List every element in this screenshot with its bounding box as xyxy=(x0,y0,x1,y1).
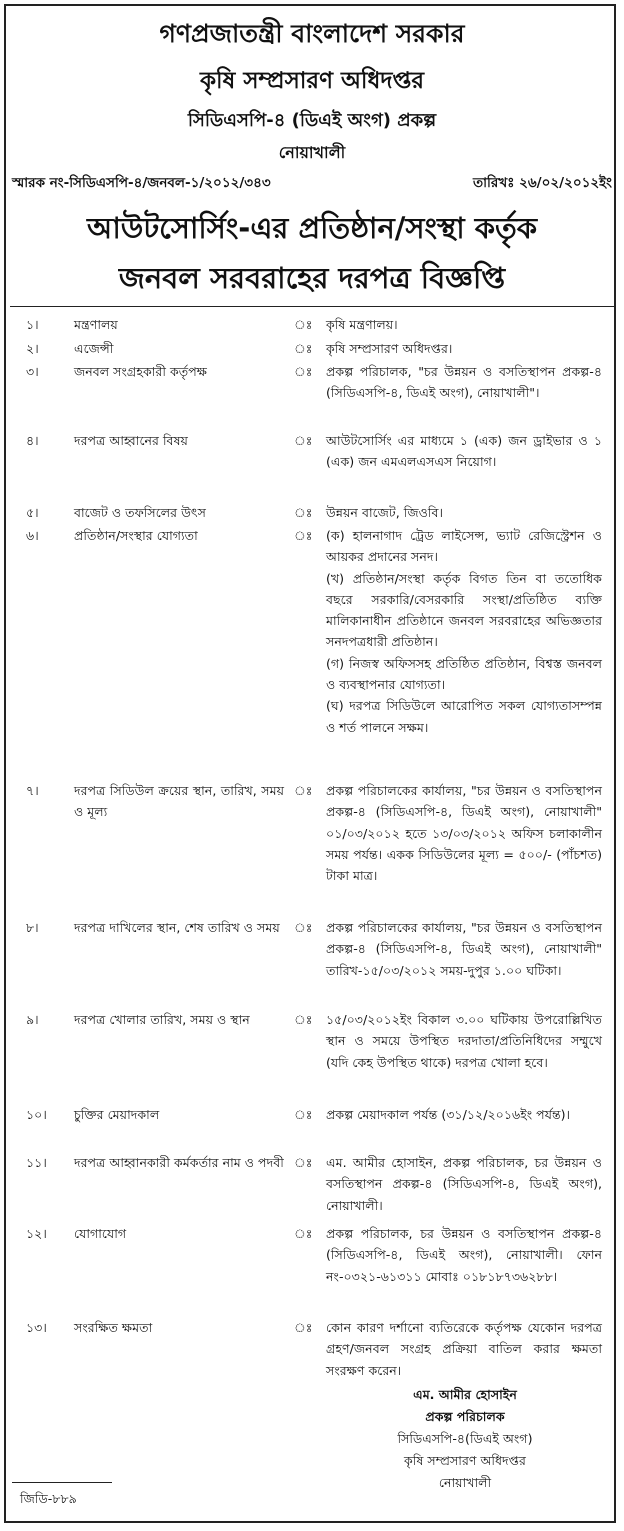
item-value xyxy=(326,314,602,335)
item-value xyxy=(326,502,602,523)
notice-title-line2: জনবল সরবরাহের দরপত্র বিজ্ঞপ্তি xyxy=(118,261,506,295)
memo-date: তারিখঃ ২৬/০২/২০১২ইং xyxy=(473,175,612,191)
notice-title-line1: আউটসোর্সিং-এর প্রতিষ্ঠান/সংস্থা কর্তৃক xyxy=(86,211,538,245)
item-value-text: আউটসোর্সিং এর মাধ্যমে ১ (এক) জন ড্রাইভার ও ১ (এক) জন এমএলএসএস নিয়োগ। xyxy=(326,433,602,470)
item-value-text: কৃষি সম্প্রসারণ অধিদপ্তর। xyxy=(326,341,453,356)
item-colon: ঃ xyxy=(294,433,313,448)
signatory-name: এম. আমীর হোসাইন xyxy=(413,1387,517,1402)
item-value xyxy=(326,430,602,473)
header-government: গণপ্রজাতন্ত্রী বাংলাদেশ সরকার xyxy=(159,19,465,48)
signatory-project: সিডিএসপি-৪(ডিএই অংগ) xyxy=(397,1431,533,1446)
item-value xyxy=(326,1009,602,1073)
item-colon: ঃ xyxy=(294,1012,313,1027)
item-colon: ঃ xyxy=(294,1226,313,1241)
item-value-text: উন্নয়ন বাজেট, জিওবি। xyxy=(326,505,444,520)
item-number: ৩। xyxy=(26,364,39,379)
item-number: ১৩। xyxy=(26,1320,47,1335)
item-value xyxy=(326,1152,602,1216)
item-label: এজেন্সী xyxy=(74,341,114,356)
item-label: প্রতিষ্ঠান/সংস্থার যোগ্যতা xyxy=(74,528,198,543)
item-colon: ঃ xyxy=(294,364,313,379)
item-number: ৯। xyxy=(26,1012,39,1027)
item-value xyxy=(326,361,602,404)
item-value-text: প্রকল্প পরিচালক, চর উন্নয়ন ও বসতিস্থাপন প্রকল্প-৪ (সিডিএসপি-৪, ডিএই অংগ), নোয়াখালী। ফোন নং-০৩২১-৬১৩১১ মোবাঃ ০১৮১৮৭৩৬২৮৮। xyxy=(326,1226,602,1284)
title-divider xyxy=(10,306,614,307)
item-value-text: প্রকল্প পরিচালকের কার্যালয়, "চর উন্নয়ন ও বসতিস্থাপন প্রকল্প-৪ (সিডিএসপি-৪, ডিএই অংগ), নোয়াখালী" ০১/০৩/২০১২ হতে ১৩/০৩/২০১২ অফিস চলাকালীন সময় পর্যন্ত। একক সিডিউলের মূল্য = ৫০০/- (পাঁচশত) টাকা মাত্র। xyxy=(326,783,602,884)
item-value-text: এম. আমীর হোসাইন, প্রকল্প পরিচালক, চর উন্নয়ন ও বসতিস্থাপন প্রকল্প-৪ (সিডিএসপি-৪, ডিএই অংগ), নোয়াখালী। xyxy=(326,1155,602,1213)
signatory-department: কৃষি সম্প্রসারণ অধিদপ্তর xyxy=(404,1453,526,1468)
gd-divider xyxy=(12,1482,112,1483)
item-number: ৮। xyxy=(26,920,39,935)
item-colon: ঃ xyxy=(294,317,313,332)
item-value xyxy=(326,780,602,886)
item-value xyxy=(326,917,602,981)
item-colon: ঃ xyxy=(294,1320,313,1335)
item-value xyxy=(326,338,602,359)
item-number: ১২। xyxy=(26,1226,47,1241)
item-colon: ঃ xyxy=(294,920,313,935)
item-value xyxy=(326,1104,602,1125)
item-label: জনবল সংগ্রহকারী কর্তৃপক্ষ xyxy=(74,364,207,379)
item-number: ১১। xyxy=(26,1155,47,1170)
item-value-text: প্রকল্প পরিচালকের কার্যালয়, "চর উন্নয়ন ও বসতিস্থাপন প্রকল্প-৪ (সিডিএসপি-৪, ডিএই অংগ), নোয়াখালী" তারিখ-১৫/০৩/২০১২ সময়-দুপুর ১.০০ ঘটিকা। xyxy=(326,920,602,978)
item-value-text: প্রকল্প মেয়াদকাল পর্যন্ত (৩১/১২/২০১৬ইং পর্যন্ত)। xyxy=(326,1107,571,1122)
item-label: দরপত্র সিডিউল ক্রয়ের স্থান, তারিখ, সময় ও মূল্য xyxy=(74,783,284,820)
item-value xyxy=(326,1317,602,1381)
header-project: সিডিএসপি-৪ (ডিএই অংগ) প্রকল্প xyxy=(187,110,437,131)
item-label: চুক্তির মেয়াদকাল xyxy=(74,1107,160,1122)
signature-block xyxy=(330,1384,600,1494)
item-colon: ঃ xyxy=(294,1155,313,1170)
item-colon: ঃ xyxy=(294,528,313,543)
item-label: দরপত্র আহ্বানের বিষয় xyxy=(74,433,188,448)
item-label: দরপত্র আহ্বানকারী কর্মকর্তার নাম ও পদবী xyxy=(74,1155,284,1170)
item-colon: ঃ xyxy=(294,1107,313,1122)
item-number: ৬। xyxy=(26,528,39,543)
item-value-text: প্রকল্প পরিচালক, "চর উন্নয়ন ও বসতিস্থাপন প্রকল্প-৪ (সিডিএসপি-৪, ডিএই অংগ), নোয়াখালী"। xyxy=(326,364,602,401)
item-value xyxy=(326,525,602,738)
item-value-text: (গ) নিজস্ব অফিসসহ প্রতিষ্ঠিত প্রতিষ্ঠান, বিশ্বস্ত জনবল ও ব্যবস্থাপনার যোগ্যতা। xyxy=(326,655,602,693)
item-value-text: (ক) হালনাগাদ ট্রেড লাইসেন্স, ভ্যাট রেজিস্ট্রেশন ও আয়কর প্রদানের সনদ। xyxy=(326,528,602,565)
signatory-location: নোয়াখালী xyxy=(438,1475,492,1490)
item-colon: ঃ xyxy=(294,341,313,356)
item-colon: ঃ xyxy=(294,783,313,798)
memo-reference: স্মারক নং-সিডিএসপি-৪/জনবল-১/২০১২/৩৪৩ xyxy=(12,175,271,191)
gd-number: জিডি-৮৮৯ xyxy=(20,1491,77,1506)
item-number: ১০। xyxy=(26,1107,47,1122)
header-department: কৃষি সম্প্রসারণ অধিদপ্তর xyxy=(199,68,425,94)
item-number: ১। xyxy=(26,317,39,332)
item-number: ৭। xyxy=(26,783,39,798)
item-value xyxy=(326,1223,602,1287)
item-value-text: কোন কারণ দর্শানো ব্যতিরেকে কর্তৃপক্ষ যেকোন দরপত্র গ্রহণ/জনবল সংগ্রহ প্রক্রিয়া বাতিল করার ক্ষমতা সংরক্ষণ করেন। xyxy=(326,1320,602,1378)
item-label: বাজেট ও তফসিলের উৎস xyxy=(74,505,206,520)
item-label: যোগাযোগ xyxy=(74,1226,127,1241)
item-label: মন্ত্রণালয় xyxy=(74,317,118,332)
signatory-designation: প্রকল্প পরিচালক xyxy=(425,1409,505,1424)
item-label: দরপত্র খোলার তারিখ, সময় ও স্থান xyxy=(74,1012,250,1027)
item-value-text: (খ) প্রতিষ্ঠান/সংস্থা কর্তৃক বিগত তিন বা ততোধিক বছরে সরকারি/বেসরকারি সংস্থা/প্রতিষ্ঠিত ব্যক্তি মালিকানাধীন প্রতিষ্ঠানে জনবল সরবরাহের অভিজ্ঞতার সনদপত্রধারী প্রতিষ্ঠান। xyxy=(326,570,602,650)
item-number: ২। xyxy=(26,341,39,356)
header-location: নোয়াখালী xyxy=(278,143,346,162)
item-number: ৪। xyxy=(26,433,39,448)
item-label: সংরক্ষিত ক্ষমতা xyxy=(74,1320,153,1335)
item-value-text: কৃষি মন্ত্রণালয়। xyxy=(326,317,398,332)
item-value-text: (ঘ) দরপত্র সিডিউলে আরোপিত সকল যোগ্যতাসম্পন্ন ও শর্ত পালনে সক্ষম। xyxy=(326,698,602,735)
item-value-text: ১৫/০৩/২০১২ইং বিকাল ৩.০০ ঘটিকায় উপরোল্লিখিত স্থান ও সময়ে উপস্থিত দরদাতা/প্রতিনিধিদের সম্মুখে (যদি কেহ উপস্থিত থাকে) দরপত্র খোলা হবে। xyxy=(326,1012,602,1070)
item-label: দরপত্র দাখিলের স্থান, শেষ তারিখ ও সময় xyxy=(74,920,280,935)
item-colon: ঃ xyxy=(294,505,313,520)
item-number: ৫। xyxy=(26,505,39,520)
